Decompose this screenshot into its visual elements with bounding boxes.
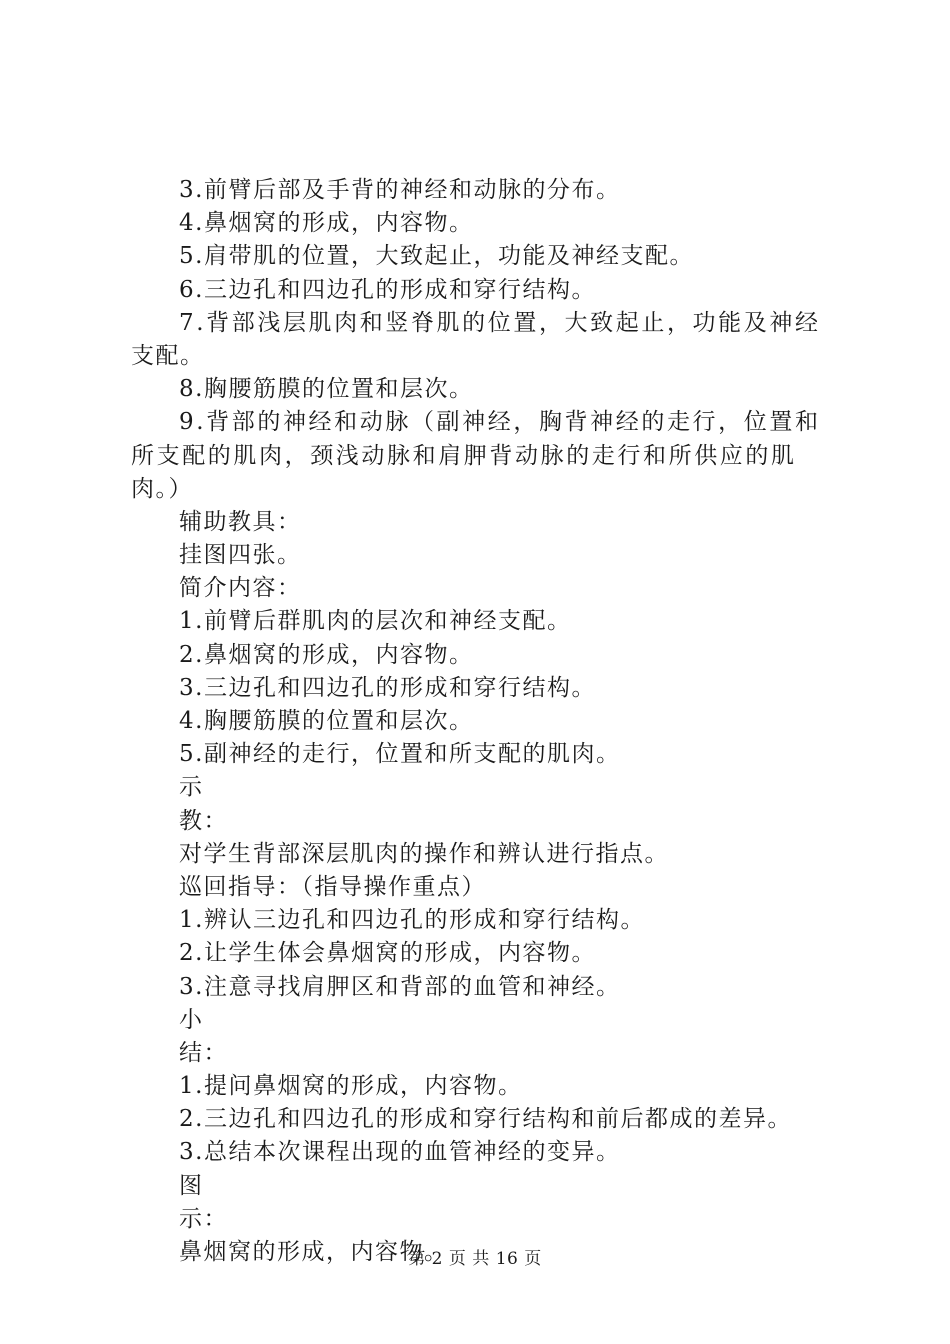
- text-line: 7.背部浅层肌肉和竖脊肌的位置，大致起止，功能及神经: [179, 309, 821, 336]
- list-item: 2.鼻烟窝的形成，内容物。: [179, 641, 474, 668]
- list-item: 2.让学生体会鼻烟窝的形成，内容物。: [179, 940, 596, 967]
- list-item: 3.总结本次课程出现的血管神经的变异。: [179, 1139, 621, 1166]
- text-line: 6.三边孔和四边孔的形成和穿行结构。: [179, 276, 596, 303]
- text-line: 8.胸腰筋膜的位置和层次。: [179, 376, 474, 403]
- section-heading: 简介内容：: [179, 575, 302, 602]
- section-heading: 示：: [179, 1205, 228, 1232]
- document-body: [131, 174, 831, 1269]
- list-item: 1.前臂后群肌肉的层次和神经支配。: [179, 608, 572, 635]
- list-item: 2.三边孔和四边孔的形成和穿行结构和前后都成的差异。: [179, 1106, 792, 1133]
- section-heading: 小: [179, 1006, 204, 1033]
- text-line: 5.肩带肌的位置，大致起止，功能及神经支配。: [179, 243, 694, 270]
- text-line: 挂图四张。: [179, 542, 302, 569]
- list-item: 4.胸腰筋膜的位置和层次。: [179, 708, 474, 734]
- section-heading: 示: [179, 774, 204, 801]
- text-line: 支配。: [131, 342, 205, 369]
- list-item: 5.副神经的走行，位置和所支配的肌肉。: [179, 741, 621, 768]
- text-line: 鼻烟窝的形成，内容物。: [179, 1239, 449, 1265]
- text-line: 9.背部的神经和动脉（副神经，胸背神经的走行，位置和: [179, 409, 821, 436]
- list-item: 3.注意寻找肩胛区和背部的血管和神经。: [179, 973, 621, 1000]
- text-line: 对学生背部深层肌肉的操作和辨认进行指点。: [179, 840, 669, 867]
- section-heading: 教：: [179, 807, 228, 834]
- text-line: 所支配的肌肉，颈浅动脉和肩胛背动脉的走行和所供应的肌: [131, 442, 797, 469]
- list-item: 1.提问鼻烟窝的形成，内容物。: [179, 1073, 523, 1100]
- section-heading: 巡回指导：（指导操作重点）: [179, 873, 486, 900]
- text-line: 3.前臂后部及手背的神经和动脉的分布。: [179, 177, 621, 203]
- section-heading: 辅助教具：: [179, 508, 302, 535]
- section-heading: 图: [179, 1172, 204, 1199]
- text-line: 4.鼻烟窝的形成，内容物。: [179, 210, 474, 237]
- section-heading: 结：: [179, 1039, 228, 1066]
- page-number-footer: 第 2 页 共 16 页: [408, 1249, 542, 1269]
- list-item: 3.三边孔和四边孔的形成和穿行结构。: [179, 674, 596, 701]
- list-item: 1.辨认三边孔和四边孔的形成和穿行结构。: [179, 907, 645, 934]
- text-line: 肉。）: [131, 475, 193, 502]
